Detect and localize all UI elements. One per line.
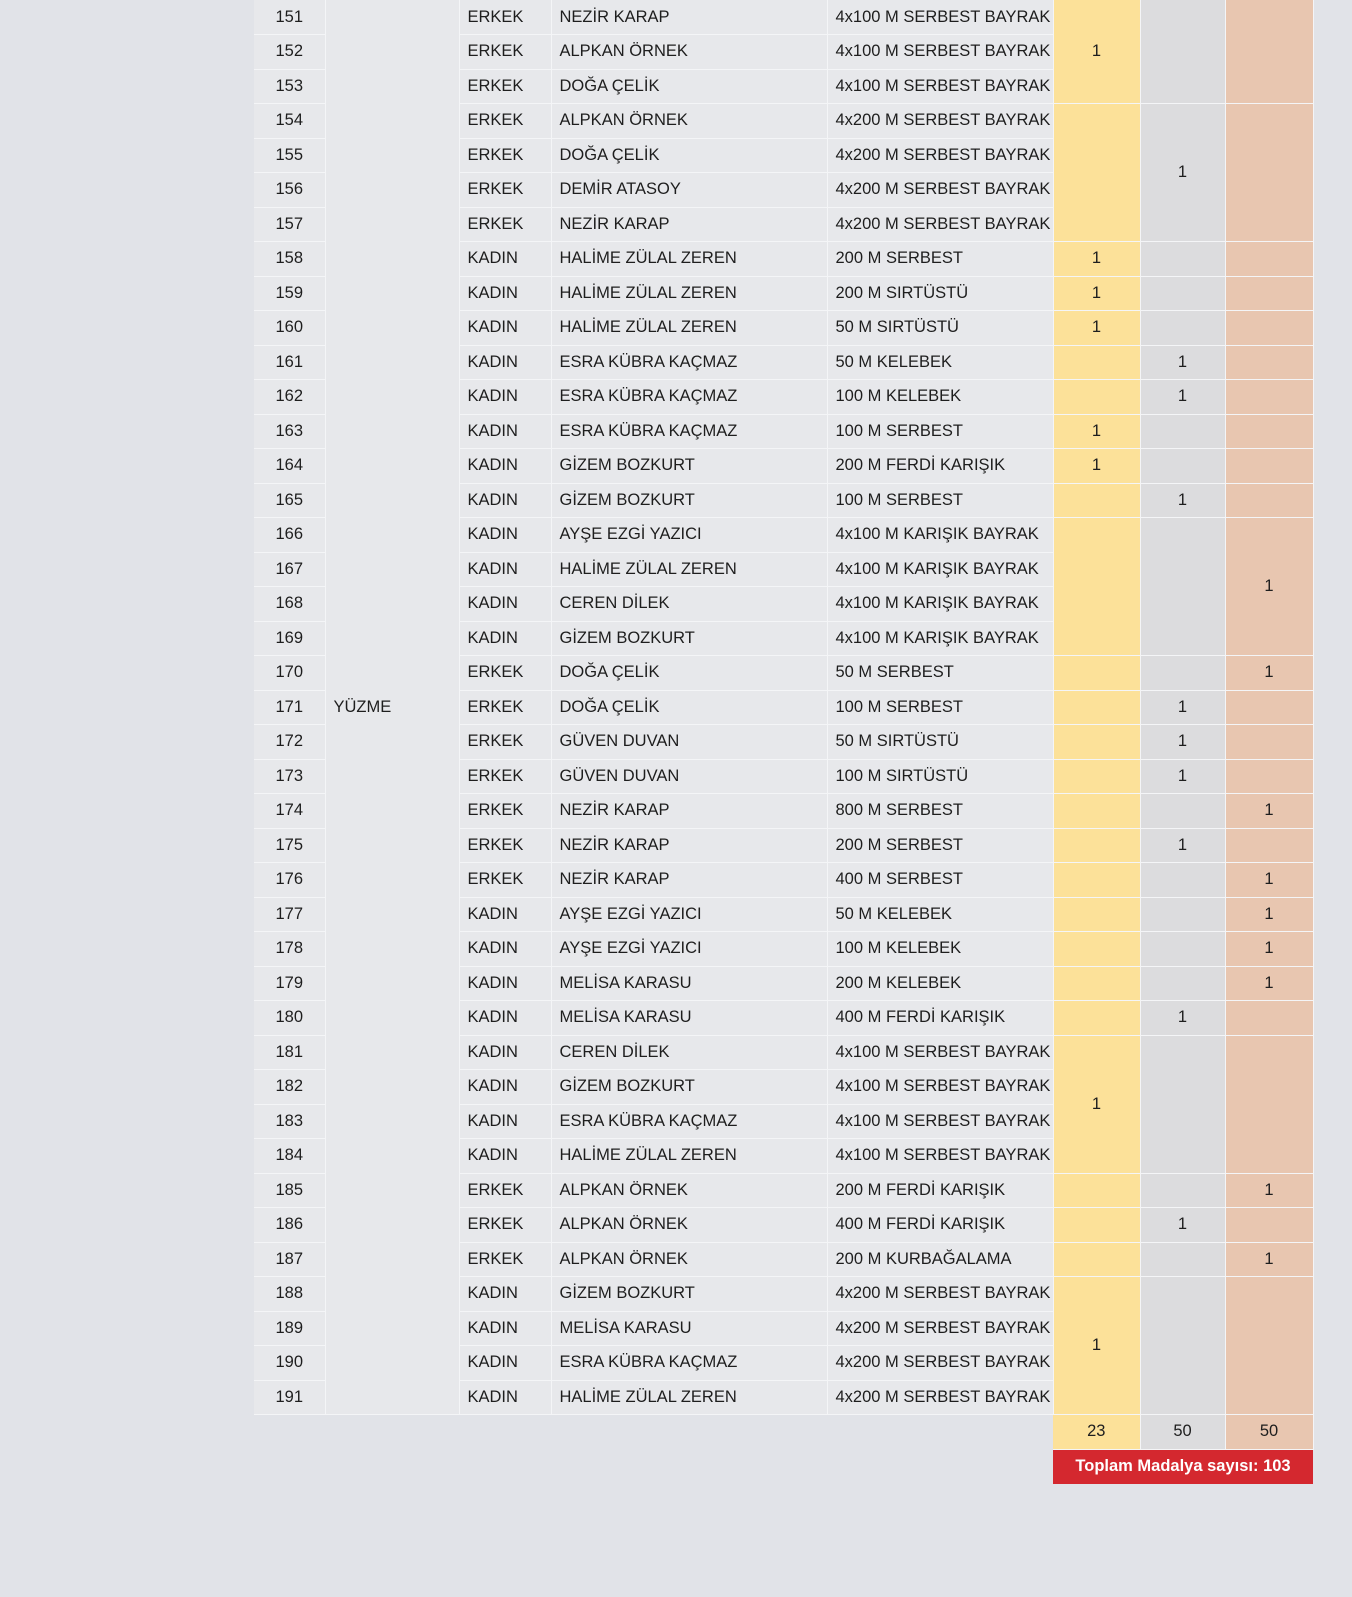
event-cell: 200 M KELEBEK [827, 966, 1053, 1001]
gold-medal-cell [1053, 1001, 1140, 1036]
row-number: 158 [254, 242, 325, 277]
silver-medal-cell [1140, 656, 1225, 691]
row-number: 172 [254, 725, 325, 760]
gold-medal-cell [1053, 725, 1140, 760]
gender-cell: ERKEK [459, 138, 551, 173]
athlete-name: DOĞA ÇELİK [551, 656, 827, 691]
event-cell: 100 M KELEBEK [827, 932, 1053, 967]
event-cell: 50 M KELEBEK [827, 345, 1053, 380]
silver-medal-cell [1140, 311, 1225, 346]
grand-total-row [254, 1449, 1313, 1484]
gender-cell: KADIN [459, 345, 551, 380]
row-number: 163 [254, 414, 325, 449]
bronze-medal-cell [1225, 414, 1313, 449]
gender-cell: KADIN [459, 1070, 551, 1105]
bronze-medal-cell [1225, 345, 1313, 380]
silver-medal-cell [1140, 0, 1225, 104]
gender-cell: ERKEK [459, 35, 551, 70]
gender-cell: KADIN [459, 1277, 551, 1312]
gender-cell: ERKEK [459, 104, 551, 139]
silver-medal-cell [1140, 1242, 1225, 1277]
athlete-name: AYŞE EZGİ YAZICI [551, 897, 827, 932]
silver-medal-cell [1140, 897, 1225, 932]
gold-medal-cell: 1 [1053, 1035, 1140, 1173]
row-number: 186 [254, 1208, 325, 1243]
athlete-name: CEREN DİLEK [551, 587, 827, 622]
event-cell: 200 M SERBEST [827, 828, 1053, 863]
gold-medal-cell: 1 [1053, 1277, 1140, 1415]
silver-medal-cell: 1 [1140, 345, 1225, 380]
silver-medal-cell [1140, 1173, 1225, 1208]
athlete-name: GİZEM BOZKURT [551, 1070, 827, 1105]
bronze-medal-cell [1225, 0, 1313, 104]
medal-table [254, 0, 1314, 1484]
bronze-medal-cell [1225, 483, 1313, 518]
gender-cell: KADIN [459, 483, 551, 518]
gender-cell: ERKEK [459, 759, 551, 794]
event-cell: 4x200 M SERBEST BAYRAK [827, 1380, 1053, 1415]
gender-cell: KADIN [459, 1104, 551, 1139]
bronze-medal-cell [1225, 380, 1313, 415]
row-number: 187 [254, 1242, 325, 1277]
bronze-medal-cell: 1 [1225, 897, 1313, 932]
row-number: 182 [254, 1070, 325, 1105]
athlete-name: GİZEM BOZKURT [551, 621, 827, 656]
athlete-name: DEMİR ATASOY [551, 173, 827, 208]
athlete-name: HALİME ZÜLAL ZEREN [551, 242, 827, 277]
athlete-name: NEZİR KARAP [551, 207, 827, 242]
gender-cell: KADIN [459, 1001, 551, 1036]
event-cell: 400 M FERDİ KARIŞIK [827, 1001, 1053, 1036]
row-number: 190 [254, 1346, 325, 1381]
event-cell: 4x100 M SERBEST BAYRAK [827, 0, 1053, 35]
silver-medal-cell: 1 [1140, 380, 1225, 415]
gender-cell: KADIN [459, 1311, 551, 1346]
gender-cell: ERKEK [459, 690, 551, 725]
row-number: 169 [254, 621, 325, 656]
athlete-name: GİZEM BOZKURT [551, 449, 827, 484]
event-cell: 4x200 M SERBEST BAYRAK [827, 1346, 1053, 1381]
silver-medal-cell [1140, 518, 1225, 656]
athlete-name: GİZEM BOZKURT [551, 1277, 827, 1312]
silver-medal-cell [1140, 966, 1225, 1001]
silver-total: 50 [1140, 1415, 1225, 1450]
athlete-name: ALPKAN ÖRNEK [551, 1208, 827, 1243]
bronze-medal-cell: 1 [1225, 794, 1313, 829]
row-number: 184 [254, 1139, 325, 1174]
athlete-name: MELİSA KARASU [551, 1001, 827, 1036]
gold-medal-cell [1053, 656, 1140, 691]
row-number: 156 [254, 173, 325, 208]
gender-cell: ERKEK [459, 725, 551, 760]
row-number: 161 [254, 345, 325, 380]
gender-cell: KADIN [459, 552, 551, 587]
event-cell: 50 M SERBEST [827, 656, 1053, 691]
athlete-name: ESRA KÜBRA KAÇMAZ [551, 414, 827, 449]
event-cell: 200 M SIRTÜSTÜ [827, 276, 1053, 311]
gender-cell: ERKEK [459, 207, 551, 242]
athlete-name: ALPKAN ÖRNEK [551, 1242, 827, 1277]
row-number: 157 [254, 207, 325, 242]
athlete-name: NEZİR KARAP [551, 794, 827, 829]
gender-cell: ERKEK [459, 1208, 551, 1243]
gold-medal-cell [1053, 483, 1140, 518]
row-number: 166 [254, 518, 325, 553]
athlete-name: GÜVEN DUVAN [551, 725, 827, 760]
gold-medal-cell [1053, 828, 1140, 863]
row-number: 152 [254, 35, 325, 70]
gender-cell: KADIN [459, 311, 551, 346]
bronze-medal-cell [1225, 1001, 1313, 1036]
row-number: 191 [254, 1380, 325, 1415]
athlete-name: AYŞE EZGİ YAZICI [551, 518, 827, 553]
grand-total-banner: Toplam Madalya sayısı: 103 [1053, 1449, 1313, 1484]
bronze-medal-cell: 1 [1225, 863, 1313, 898]
totals-spacer [254, 1415, 1053, 1450]
row-number: 159 [254, 276, 325, 311]
gold-medal-cell [1053, 380, 1140, 415]
row-number: 174 [254, 794, 325, 829]
event-cell: 200 M FERDİ KARIŞIK [827, 1173, 1053, 1208]
gold-medal-cell: 1 [1053, 276, 1140, 311]
event-cell: 50 M SIRTÜSTÜ [827, 311, 1053, 346]
event-cell: 4x100 M KARIŞIK BAYRAK [827, 518, 1053, 553]
table-row [254, 0, 1313, 35]
row-number: 167 [254, 552, 325, 587]
bronze-total: 50 [1225, 1415, 1313, 1450]
gender-cell: KADIN [459, 897, 551, 932]
athlete-name: HALİME ZÜLAL ZEREN [551, 276, 827, 311]
sport-cell: YÜZME [325, 0, 459, 1415]
gender-cell: KADIN [459, 1380, 551, 1415]
row-number: 179 [254, 966, 325, 1001]
event-cell: 4x100 M SERBEST BAYRAK [827, 1070, 1053, 1105]
gold-medal-cell: 1 [1053, 311, 1140, 346]
row-number: 188 [254, 1277, 325, 1312]
gold-medal-cell [1053, 897, 1140, 932]
event-cell: 4x200 M SERBEST BAYRAK [827, 173, 1053, 208]
bronze-medal-cell: 1 [1225, 1173, 1313, 1208]
bronze-medal-cell: 1 [1225, 932, 1313, 967]
bronze-medal-cell: 1 [1225, 518, 1313, 656]
row-number: 183 [254, 1104, 325, 1139]
event-cell: 4x200 M SERBEST BAYRAK [827, 207, 1053, 242]
gold-medal-cell: 1 [1053, 414, 1140, 449]
silver-medal-cell: 1 [1140, 690, 1225, 725]
event-cell: 100 M SERBEST [827, 414, 1053, 449]
athlete-name: NEZİR KARAP [551, 828, 827, 863]
event-cell: 4x200 M SERBEST BAYRAK [827, 1311, 1053, 1346]
totals-row [254, 1415, 1313, 1450]
gold-medal-cell [1053, 104, 1140, 242]
event-cell: 4x100 M KARIŞIK BAYRAK [827, 587, 1053, 622]
gender-cell: ERKEK [459, 173, 551, 208]
row-number: 151 [254, 0, 325, 35]
bronze-medal-cell [1225, 104, 1313, 242]
gender-cell: KADIN [459, 380, 551, 415]
gender-cell: KADIN [459, 587, 551, 622]
gold-medal-cell [1053, 966, 1140, 1001]
gender-cell: KADIN [459, 621, 551, 656]
row-number: 162 [254, 380, 325, 415]
silver-medal-cell [1140, 863, 1225, 898]
gender-cell: KADIN [459, 414, 551, 449]
gender-cell: ERKEK [459, 1173, 551, 1208]
row-number: 171 [254, 690, 325, 725]
event-cell: 400 M FERDİ KARIŞIK [827, 1208, 1053, 1243]
silver-medal-cell: 1 [1140, 828, 1225, 863]
event-cell: 200 M SERBEST [827, 242, 1053, 277]
athlete-name: DOĞA ÇELİK [551, 138, 827, 173]
gender-cell: KADIN [459, 242, 551, 277]
silver-medal-cell [1140, 932, 1225, 967]
bronze-medal-cell [1225, 276, 1313, 311]
athlete-name: ESRA KÜBRA KAÇMAZ [551, 380, 827, 415]
event-cell: 100 M SERBEST [827, 690, 1053, 725]
bronze-medal-cell [1225, 449, 1313, 484]
event-cell: 4x100 M KARIŞIK BAYRAK [827, 621, 1053, 656]
row-number: 153 [254, 69, 325, 104]
row-number: 170 [254, 656, 325, 691]
gold-medal-cell: 1 [1053, 242, 1140, 277]
gender-cell: KADIN [459, 1035, 551, 1070]
silver-medal-cell: 1 [1140, 104, 1225, 242]
athlete-name: CEREN DİLEK [551, 1035, 827, 1070]
gold-medal-cell [1053, 518, 1140, 656]
row-number: 175 [254, 828, 325, 863]
gender-cell: KADIN [459, 1139, 551, 1174]
athlete-name: ESRA KÜBRA KAÇMAZ [551, 345, 827, 380]
gold-medal-cell [1053, 794, 1140, 829]
bronze-medal-cell: 1 [1225, 966, 1313, 1001]
athlete-name: ALPKAN ÖRNEK [551, 35, 827, 70]
gold-medal-cell [1053, 1242, 1140, 1277]
gold-medal-cell [1053, 1208, 1140, 1243]
event-cell: 4x200 M SERBEST BAYRAK [827, 138, 1053, 173]
silver-medal-cell [1140, 449, 1225, 484]
row-number: 177 [254, 897, 325, 932]
bronze-medal-cell [1225, 759, 1313, 794]
gender-cell: ERKEK [459, 794, 551, 829]
gender-cell: KADIN [459, 966, 551, 1001]
silver-medal-cell: 1 [1140, 759, 1225, 794]
event-cell: 200 M FERDİ KARIŞIK [827, 449, 1053, 484]
bronze-medal-cell [1225, 725, 1313, 760]
row-number: 178 [254, 932, 325, 967]
bronze-medal-cell: 1 [1225, 656, 1313, 691]
gender-cell: ERKEK [459, 69, 551, 104]
gold-medal-cell [1053, 1173, 1140, 1208]
athlete-name: GİZEM BOZKURT [551, 483, 827, 518]
gender-cell: KADIN [459, 276, 551, 311]
event-cell: 4x200 M SERBEST BAYRAK [827, 104, 1053, 139]
silver-medal-cell [1140, 276, 1225, 311]
silver-medal-cell: 1 [1140, 483, 1225, 518]
silver-medal-cell [1140, 1277, 1225, 1415]
gender-cell: ERKEK [459, 828, 551, 863]
row-number: 173 [254, 759, 325, 794]
event-cell: 4x100 M SERBEST BAYRAK [827, 69, 1053, 104]
event-cell: 200 M KURBAĞALAMA [827, 1242, 1053, 1277]
bronze-medal-cell [1225, 242, 1313, 277]
gold-medal-cell [1053, 690, 1140, 725]
row-number: 165 [254, 483, 325, 518]
athlete-name: HALİME ZÜLAL ZEREN [551, 311, 827, 346]
athlete-name: DOĞA ÇELİK [551, 690, 827, 725]
gender-cell: ERKEK [459, 0, 551, 35]
athlete-name: GÜVEN DUVAN [551, 759, 827, 794]
silver-medal-cell [1140, 1035, 1225, 1173]
row-number: 164 [254, 449, 325, 484]
silver-medal-cell: 1 [1140, 1001, 1225, 1036]
event-cell: 50 M SIRTÜSTÜ [827, 725, 1053, 760]
gender-cell: KADIN [459, 1346, 551, 1381]
event-cell: 100 M KELEBEK [827, 380, 1053, 415]
athlete-name: NEZİR KARAP [551, 863, 827, 898]
event-cell: 4x100 M KARIŞIK BAYRAK [827, 552, 1053, 587]
athlete-name: ALPKAN ÖRNEK [551, 104, 827, 139]
gender-cell: KADIN [459, 518, 551, 553]
event-cell: 100 M SIRTÜSTÜ [827, 759, 1053, 794]
silver-medal-cell [1140, 242, 1225, 277]
row-number: 176 [254, 863, 325, 898]
gold-medal-cell [1053, 932, 1140, 967]
event-cell: 4x200 M SERBEST BAYRAK [827, 1277, 1053, 1312]
athlete-name: MELİSA KARASU [551, 1311, 827, 1346]
athlete-name: DOĞA ÇELİK [551, 69, 827, 104]
row-number: 160 [254, 311, 325, 346]
gold-total: 23 [1053, 1415, 1140, 1450]
athlete-name: ESRA KÜBRA KAÇMAZ [551, 1104, 827, 1139]
athlete-name: HALİME ZÜLAL ZEREN [551, 1139, 827, 1174]
gold-medal-cell [1053, 863, 1140, 898]
athlete-name: HALİME ZÜLAL ZEREN [551, 1380, 827, 1415]
athlete-name: NEZİR KARAP [551, 0, 827, 35]
silver-medal-cell [1140, 414, 1225, 449]
event-cell: 4x100 M SERBEST BAYRAK [827, 35, 1053, 70]
athlete-name: MELİSA KARASU [551, 966, 827, 1001]
gender-cell: ERKEK [459, 656, 551, 691]
gold-medal-cell: 1 [1053, 0, 1140, 104]
event-cell: 100 M SERBEST [827, 483, 1053, 518]
bronze-medal-cell [1225, 1208, 1313, 1243]
athlete-name: HALİME ZÜLAL ZEREN [551, 552, 827, 587]
bronze-medal-cell [1225, 311, 1313, 346]
row-number: 168 [254, 587, 325, 622]
event-cell: 4x100 M SERBEST BAYRAK [827, 1139, 1053, 1174]
gender-cell: ERKEK [459, 1242, 551, 1277]
athlete-name: ALPKAN ÖRNEK [551, 1173, 827, 1208]
silver-medal-cell [1140, 794, 1225, 829]
gender-cell: KADIN [459, 932, 551, 967]
gold-medal-cell: 1 [1053, 449, 1140, 484]
athlete-name: ESRA KÜBRA KAÇMAZ [551, 1346, 827, 1381]
bronze-medal-cell [1225, 690, 1313, 725]
bronze-medal-cell [1225, 1277, 1313, 1415]
event-cell: 4x100 M SERBEST BAYRAK [827, 1104, 1053, 1139]
athlete-name: AYŞE EZGİ YAZICI [551, 932, 827, 967]
event-cell: 50 M KELEBEK [827, 897, 1053, 932]
row-number: 180 [254, 1001, 325, 1036]
bronze-medal-cell [1225, 1035, 1313, 1173]
event-cell: 800 M SERBEST [827, 794, 1053, 829]
gold-medal-cell [1053, 345, 1140, 380]
grand-total-spacer [254, 1449, 1053, 1484]
row-number: 189 [254, 1311, 325, 1346]
gold-medal-cell [1053, 759, 1140, 794]
event-cell: 4x100 M SERBEST BAYRAK [827, 1035, 1053, 1070]
row-number: 185 [254, 1173, 325, 1208]
row-number: 155 [254, 138, 325, 173]
silver-medal-cell: 1 [1140, 1208, 1225, 1243]
gender-cell: KADIN [459, 449, 551, 484]
row-number: 181 [254, 1035, 325, 1070]
row-number: 154 [254, 104, 325, 139]
gender-cell: ERKEK [459, 863, 551, 898]
silver-medal-cell: 1 [1140, 725, 1225, 760]
bronze-medal-cell: 1 [1225, 1242, 1313, 1277]
bronze-medal-cell [1225, 828, 1313, 863]
event-cell: 400 M SERBEST [827, 863, 1053, 898]
